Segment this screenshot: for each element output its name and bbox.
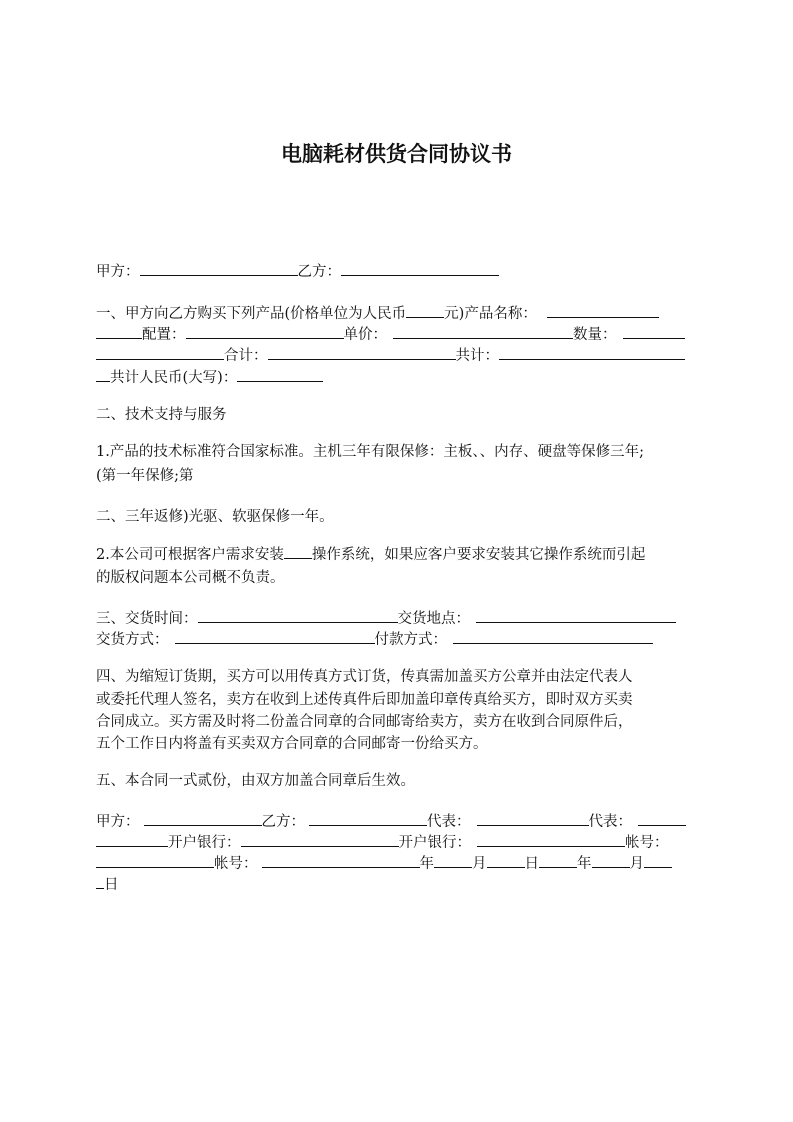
sig-acct-a-blank[interactable] [96, 852, 214, 868]
section4-line2: 或委托代理人签名，卖方在收到上述传真件后即加盖印章传真给买方，即时双方买卖 [96, 692, 633, 708]
sig-rep-b-blank-cont[interactable] [96, 831, 168, 847]
sig-bank-a-blank[interactable] [241, 831, 399, 847]
sig-acct-b-label: 帐号： [214, 856, 258, 872]
section1-line4 [96, 366, 323, 388]
os-text-a: 2.本公司可根据客户需求安装 [96, 547, 284, 563]
parties-line [96, 260, 499, 282]
party-a-blank[interactable] [140, 260, 298, 276]
quantity-blank[interactable] [623, 323, 685, 339]
sig-bank-b-blank[interactable] [477, 831, 625, 847]
sig-day-label: 日 [524, 856, 539, 872]
quantity-blank-cont[interactable] [96, 344, 224, 360]
total-rmb-label: 共计人民币(大写)： [110, 370, 238, 386]
sig-party-b-label: 乙方： [261, 814, 305, 830]
config-blank[interactable] [186, 323, 344, 339]
signature-line4 [96, 873, 119, 895]
product-name-blank-cont[interactable] [96, 323, 142, 339]
section4-line3: 合同成立。买方需及时将二份盖合同章的合同邮寄给卖方，卖方在收到合同原件后， [96, 714, 633, 730]
total-label: 共计： [455, 348, 499, 364]
sig-month-blank[interactable] [434, 852, 472, 868]
delivery-method-label: 交货方式： [96, 632, 169, 648]
section1-text-a: 一、甲方向乙方购买下列产品(价格单位为人民币 [96, 306, 407, 322]
sig-rep-b-label: 代表： [588, 814, 632, 830]
unit-price-blank[interactable] [393, 323, 573, 339]
subtotal-label: 合计： [224, 348, 268, 364]
section2-p1-line2: (第一年保修;第 [96, 468, 194, 484]
section4-line4: 五个工作日内将盖有买卖双方合同章的合同邮寄一份给买方。 [96, 736, 488, 752]
quantity-label: 数量： [573, 327, 617, 343]
section2-p3-line1 [96, 543, 645, 565]
sig-month-label: 月 [472, 856, 487, 872]
sig-day2-blank[interactable] [644, 852, 672, 868]
sig-day2-blank-cont[interactable] [96, 873, 104, 889]
signature-line3 [96, 852, 672, 874]
product-name-blank[interactable] [547, 302, 659, 318]
sig-day2-label: 日 [104, 877, 119, 893]
sig-month2-label: 月 [629, 856, 644, 872]
section2-p2: 二、三年返修)光驱、软驱保修一年。 [96, 509, 334, 525]
party-b-label: 乙方： [297, 264, 341, 280]
payment-method-label: 付款方式： [374, 632, 447, 648]
total-blank[interactable] [499, 344, 685, 360]
delivery-time-label: 三、交货时间： [96, 611, 198, 627]
section3-line2 [96, 628, 653, 650]
delivery-place-blank[interactable] [476, 607, 676, 623]
sig-rep-a-label: 代表： [427, 814, 471, 830]
section2-p3-line2: 的版权问题本公司概不负责。 [96, 570, 285, 586]
config-label: 配置： [142, 327, 186, 343]
unit-price-label: 单价： [343, 327, 387, 343]
sig-bank-a-label: 开户银行： [168, 835, 241, 851]
sig-party-a-blank[interactable] [144, 810, 262, 826]
sig-party-b-blank[interactable] [309, 810, 427, 826]
party-a-label: 甲方： [96, 264, 140, 280]
sig-bank-b-label: 开户银行： [398, 835, 471, 851]
sig-acct-b-blank[interactable] [262, 852, 420, 868]
section1-line1 [96, 302, 659, 324]
signature-line2 [96, 831, 669, 853]
section2-heading: 二、技术支持与服务 [96, 407, 227, 423]
sig-year2-label: 年 [577, 856, 592, 872]
currency-blank[interactable] [406, 302, 444, 318]
delivery-method-blank[interactable] [175, 628, 375, 644]
total-rmb-blank[interactable] [237, 366, 323, 382]
sig-rep-a-blank[interactable] [477, 810, 589, 826]
delivery-place-label: 交货地点： [397, 611, 470, 627]
sig-year2-blank[interactable] [539, 852, 577, 868]
subtotal-blank[interactable] [268, 344, 456, 360]
sig-party-a-label: 甲方： [96, 814, 140, 830]
sig-year-label: 年 [419, 856, 434, 872]
delivery-time-blank[interactable] [198, 607, 398, 623]
section4-line1: 四、为缩短订货期，买方可以用传真方式订货，传真需加盖买方公章并由法定代表人 [96, 669, 633, 685]
section5: 五、本合同一式贰份，由双方加盖合同章后生效。 [96, 773, 415, 789]
product-name-label: 元)产品名称： [444, 306, 537, 322]
sig-day-blank[interactable] [487, 852, 525, 868]
sig-acct-a-label: 帐号： [625, 835, 669, 851]
section1-line2 [96, 323, 685, 345]
section2-p1-line1: 1.产品的技术标准符合国家标准。主机三年有限保修：主板、、内存、硬盘等保修三年; [96, 444, 644, 460]
total-blank-cont[interactable] [96, 366, 110, 382]
sig-month2-blank[interactable] [592, 852, 630, 868]
payment-method-blank[interactable] [453, 628, 653, 644]
signature-line1 [96, 810, 686, 832]
os-text-b: 操作系统，如果应客户要求安装其它操作系统而引起 [311, 547, 646, 563]
document-title: 电脑耗材供货合同协议书 [281, 142, 512, 166]
os-blank[interactable] [284, 543, 312, 559]
section1-line3 [96, 344, 685, 366]
party-b-blank[interactable] [341, 260, 499, 276]
sig-rep-b-blank[interactable] [638, 810, 686, 826]
section3-line1 [96, 607, 676, 629]
